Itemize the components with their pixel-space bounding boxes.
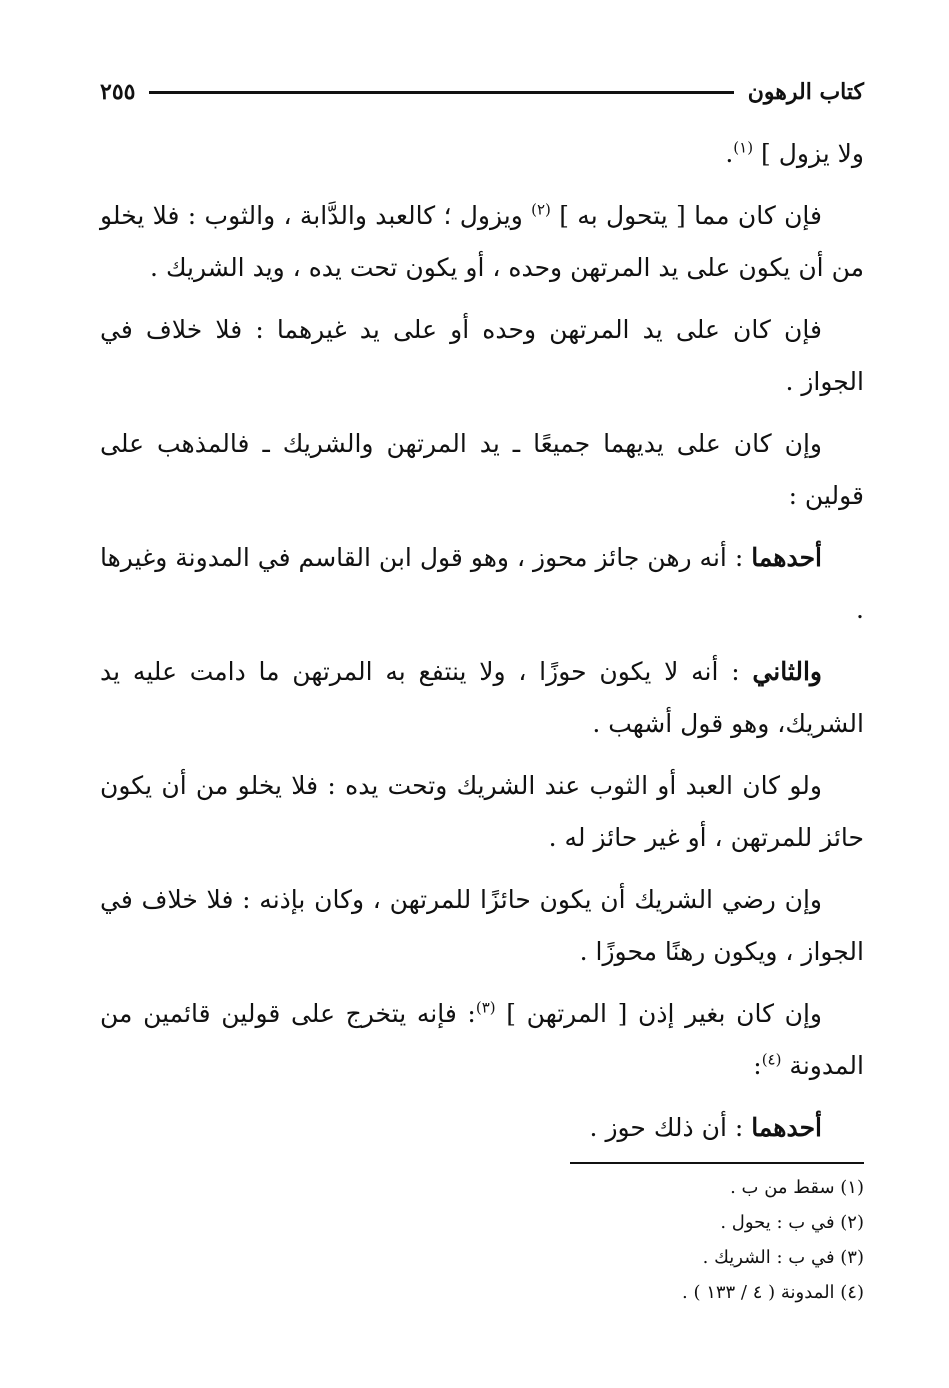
paragraph-1 bbox=[100, 128, 864, 180]
chapter-title: كتاب الرهون bbox=[747, 79, 864, 105]
footnote-3: (٣) في ب : الشريك . bbox=[702, 1247, 864, 1268]
footnote-ref-1[interactable]: (١) bbox=[733, 138, 754, 157]
page-header bbox=[100, 72, 864, 112]
paragraph-1-tail: . bbox=[725, 139, 734, 168]
footnote-1: (١) سقط من ب . bbox=[730, 1177, 864, 1198]
paragraph-3 bbox=[100, 304, 864, 408]
paragraph-8-text: وإن رضي الشريك أن يكون حائزًا للمرتهن ، وكان بإذنه : فلا خلاف في الجواز ، ويكون رهنًا محوزًا . bbox=[100, 885, 864, 966]
paragraph-6-text: : أنه لا يكون حوزًا ، ولا ينتفع به المرتهن ما دامت عليه يد الشريك، وهو قول أشهب . bbox=[100, 657, 864, 738]
paragraph-4-text: وإن كان على يديهما جميعًا ـ يد المرتهن والشريك ـ فالمذهب على قولين : bbox=[100, 429, 864, 510]
paragraph-7 bbox=[100, 760, 864, 864]
paragraph-9-part1: وإن كان بغير إذن [ المرتهن ] bbox=[495, 999, 822, 1028]
paragraph-9 bbox=[100, 988, 864, 1092]
paragraph-10-text: : أن ذلك حوز . bbox=[589, 1113, 752, 1142]
footnote-ref-3[interactable]: (٣) bbox=[475, 998, 496, 1017]
paragraph-2-part1: فإن كان مما [ يتحول به ] bbox=[550, 201, 822, 230]
paragraph-1-text: ولا يزول ] bbox=[753, 139, 864, 168]
paragraph-10-lead: أحدهما bbox=[751, 1113, 822, 1142]
main-text bbox=[100, 128, 864, 1164]
header-rule bbox=[149, 91, 733, 94]
footnotes bbox=[500, 1170, 864, 1310]
page-number: ٢٥٥ bbox=[100, 79, 136, 105]
paragraph-3-text: فإن كان على يد المرتهن وحده أو على يد غيرهما : فلا خلاف في الجواز . bbox=[100, 315, 864, 396]
paragraph-5-lead: أحدهما bbox=[751, 543, 822, 572]
paragraph-5-text: : أنه رهن جائز محوز ، وهو قول ابن القاسم في المدونة وغيرها . bbox=[100, 543, 864, 624]
paragraph-10 bbox=[100, 1102, 864, 1154]
footnote-ref-2[interactable]: (٢) bbox=[531, 200, 551, 219]
paragraph-9-part3: : bbox=[753, 1051, 762, 1080]
paragraph-2 bbox=[100, 190, 864, 294]
footnote-ref-4[interactable]: (٤) bbox=[761, 1050, 782, 1069]
paragraph-6 bbox=[100, 646, 864, 750]
footnote-separator bbox=[570, 1162, 864, 1164]
footnote-2: (٢) في ب : يحول . bbox=[720, 1212, 864, 1233]
paragraph-8 bbox=[100, 874, 864, 978]
paragraph-6-lead: والثاني bbox=[752, 657, 822, 686]
paragraph-7-text: ولو كان العبد أو الثوب عند الشريك وتحت يده : فلا يخلو من أن يكون حائز للمرتهن ، أو غير حائز له . bbox=[100, 771, 864, 852]
paragraph-5 bbox=[100, 532, 864, 636]
footnote-4: (٤) المدونة ( ٤ / ١٣٣ ) . bbox=[682, 1282, 864, 1303]
paragraph-9-part2: : فإنه يتخرج على قولين قائمين من المدونة bbox=[100, 999, 864, 1080]
paragraph-4 bbox=[100, 418, 864, 522]
paragraph-2-part2: ويزول ؛ كالعبد والدَّابة ، والثوب : فلا يخلو من أن يكون على يد المرتهن وحده ، أو يكون تحت يده ، ويد الشريك . bbox=[100, 201, 864, 282]
